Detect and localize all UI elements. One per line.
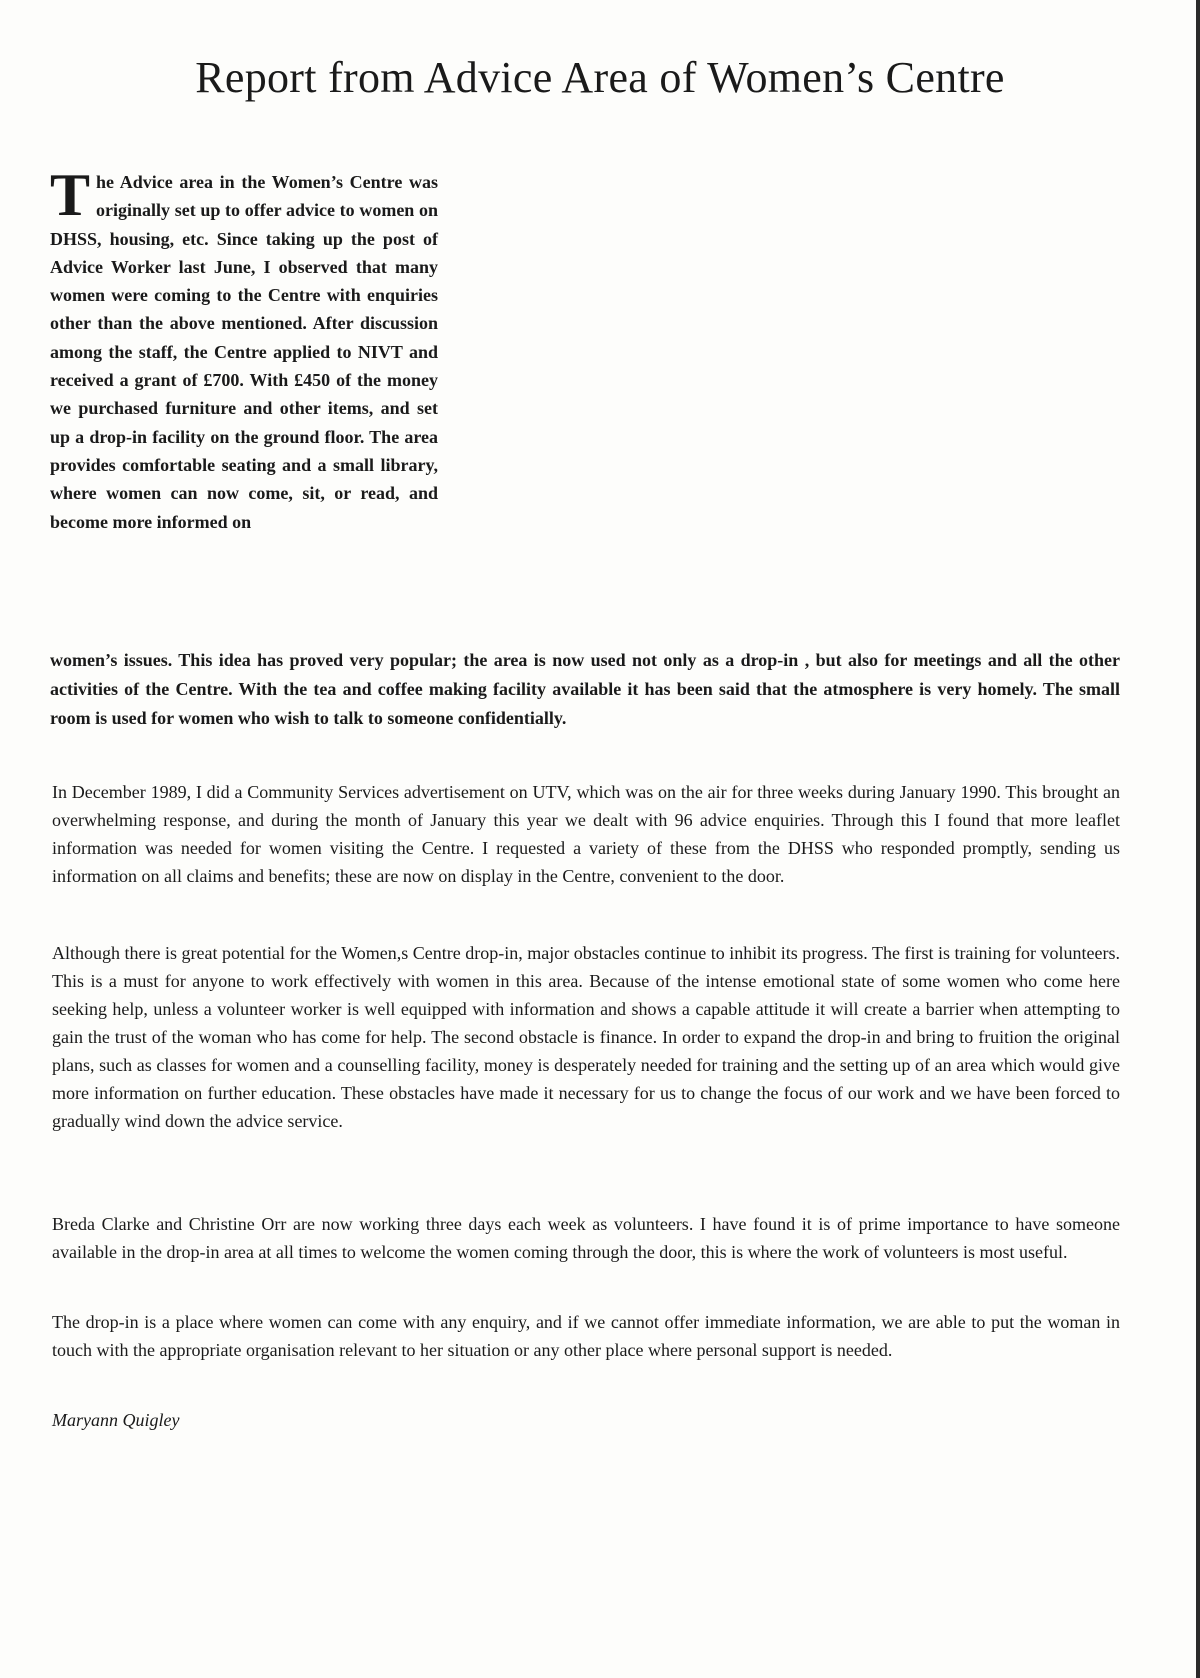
page-title: Report from Advice Area of Women’s Centre <box>195 53 1005 102</box>
page-edge-border <box>1196 0 1200 1678</box>
intro-paragraph-column <box>50 162 438 536</box>
author-signature: Maryann Quigley <box>52 1410 180 1430</box>
paragraph-obstacles: Although there is great potential for the Women,s Centre drop-in, major obstacles continue to inhibit its progress. The first is training for volunteers. This is a must for anyone to work effectively with women in this area. Because of the intense emotional state of some women who come here seeking help, unless a volunteer worker is well equipped with information and shows a capable attitude it will create a barrier when attempting to gain the trust of the woman who has come for help. The second obstacle is finance. In order to expand the drop-in and bring to fruition the original plans, such as classes for women and a counselling facility, money is desperately needed for training and the setting up of an area which would give more information on further education. These obstacles have made it necessary for us to change the focus of our work and we have been forced to gradually wind down the advice service. <box>52 943 1120 1131</box>
drop-cap: T <box>50 162 91 228</box>
paragraph-volunteers: Breda Clarke and Christine Orr are now working three days each week as volunteers. I have found it is of prime importance to have someone available in the drop-in area at all times to welcome the women coming through the door, this is where the work of volunteers is most useful. <box>52 1214 1120 1262</box>
paragraph-advertisement: In December 1989, I did a Community Services advertisement on UTV, which was on the air for three weeks during January 1990. This brought an overwhelming response, and during the month of January this year we dealt with 96 advice enquiries. Through this I found that more leaflet information was needed for women visiting the Centre. I requested a variety of these from the DHSS who responded promptly, sending us information on all claims and benefits; these are now on display in the Centre, convenient to the door. <box>52 782 1120 886</box>
intro-paragraph-continuation: women’s issues. This idea has proved very popular; the area is now used not only as a drop-in , but also for meetings and all the other activities of the Centre. With the tea and coffee making facility available it has been said that the atmosphere is very homely. The small room is used for women who wish to talk to someone confidentially. <box>50 650 1120 728</box>
paragraph-drop-in: The drop-in is a place where women can come with any enquiry, and if we cannot offer immediate information, we are able to put the woman in touch with the appropriate organisation relevant to her situation or any other place where personal support is needed. <box>52 1312 1120 1360</box>
intro-column-text: he Advice area in the Women’s Centre was originally set up to offer advice to women on DHSS, housing, etc. Since taking up the post of Advice Worker last June, I observed that many women were coming to the Centre with enquiries other than the above mentioned. After discussion among the staff, the Centre applied to NIVT and received a grant of £700. With £450 of the money we purchased furniture and other items, and set up a drop-in facility on the ground floor. The area provides comfortable seating and a small library, where women can now come, sit, or read, and become more informed on <box>50 172 438 532</box>
